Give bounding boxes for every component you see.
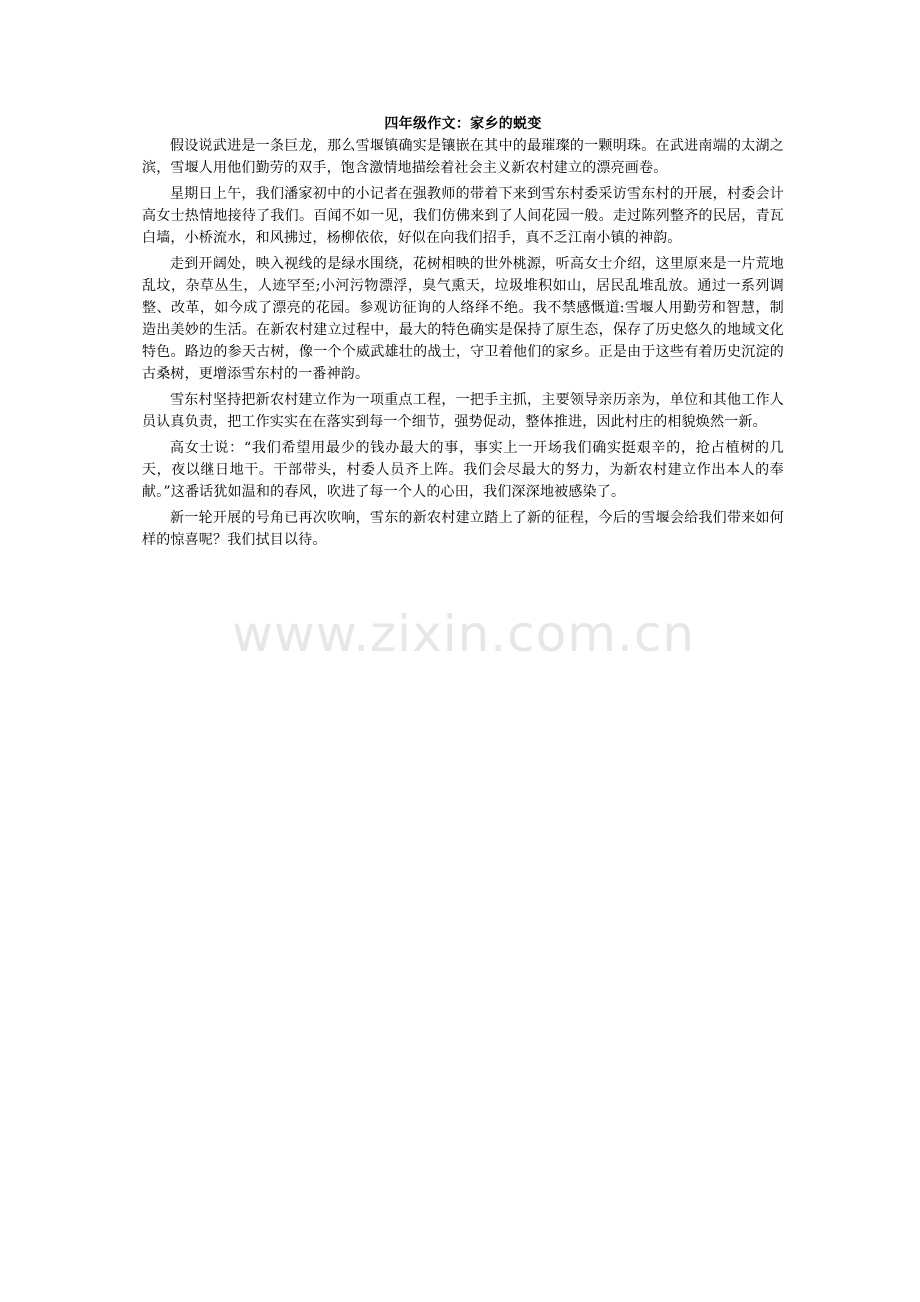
paragraph-3: 走到开阔处，映入视线的是绿水围绕，花树相映的世外桃源，听高女士介绍，这里原来是一片荒地乱坟，杂草丛生，人迹罕至;小河污物漂浮，臭气熏天，垃圾堆积如山，居民乱堆乱放。通过一系列调整、改革，如今成了漂亮的花园。参观访征询的人络绎不绝。我不禁感慨道:雪堰人用勤劳和智慧，制造出美妙的生活。在新农村建立过程中，最大的特色确实是保持了原生态，保存了历史悠久的地域文化特色。路边的参天古树，像一个个威武雄壮的战士，守卫着他们的家乡。正是由于这些有着历史沉淀的古桑树，更增添雪东村的一番神韵。: [142, 256, 784, 382]
essay-title: 四年级作文：家乡的蜕变: [384, 116, 542, 132]
paragraph-5: 高女士说：“我们希望用最少的钱办最大的事，事实上一开场我们确实挺艰辛的，抢占植树的几天，夜以继日地干。干部带头，村委人员齐上阵。我们会尽最大的努力，为新农村建立作出本人的奉献。”这番话犹如温和的春风，吹进了每一个人的心田，我们深深地被感染了。: [142, 440, 784, 500]
paragraph-2: 星期日上午，我们潘家初中的小记者在强教师的带着下来到雪东村委采访雪东村的开展，村委会计高女士热情地接待了我们。百闻不如一见，我们仿佛来到了人间花园一般。走过陈列整齐的民居，青瓦白墙，小桥流水，和风拂过，杨柳依依，好似在向我们招手，真不乏江南小镇的神韵。: [142, 186, 784, 246]
essay-body: [142, 113, 784, 555]
paragraph-6: 新一轮开展的号角已再次吹响，雪东的新农村建立踏上了新的征程，今后的雪堰会给我们带来如何样的惊喜呢？我们拭目以待。: [142, 510, 784, 548]
paragraph-4: 雪东村坚持把新农村建立作为一项重点工程，一把手主抓，主要领导亲历亲为，单位和其他工作人员认真负责，把工作实实在在落实到每一个细节，强势促动，整体推进，因此村庄的相貌焕然一新。: [142, 392, 784, 430]
paragraph-1: 假设说武进是一条巨龙，那么雪堰镇确实是镶嵌在其中的最璀璨的一颗明珠。在武进南端的太湖之滨，雪堰人用他们勤劳的双手，饱含激情地描绘着社会主义新农村建立的漂亮画卷。: [142, 138, 784, 176]
watermark-text: www.zixin.com.cn: [232, 605, 696, 663]
